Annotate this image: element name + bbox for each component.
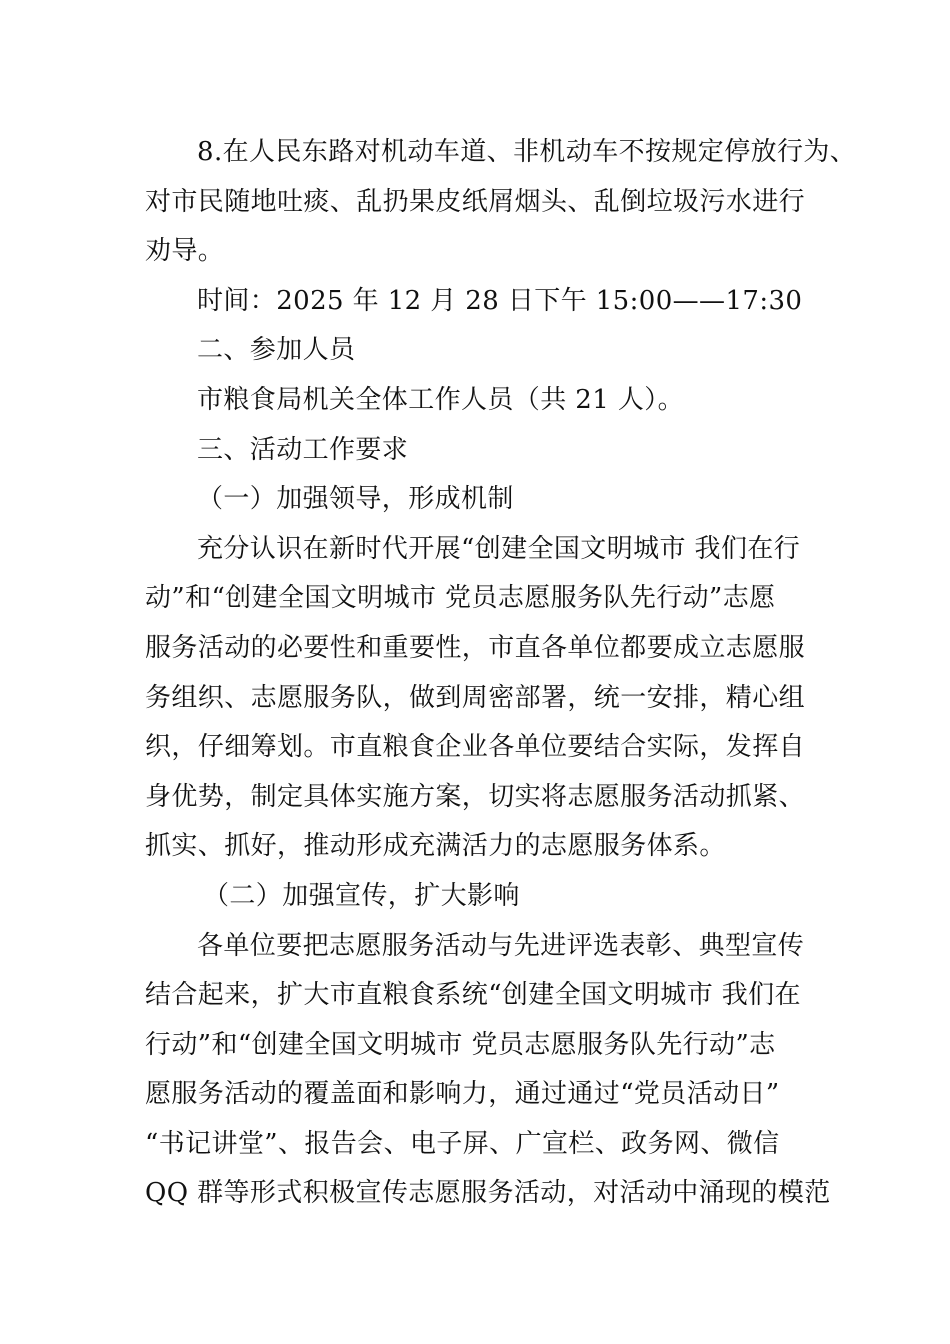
text-line: “书记讲堂”、报告会、电子屏、广宣栏、政务网、微信 xyxy=(145,1128,780,1159)
text-line: 8.在人民东路对机动车道、非机动车不按规定停放行为、 xyxy=(197,137,857,167)
document-body xyxy=(145,128,857,1219)
text-line: 务组织、志愿服务队，做到周密部署，统一安排，精心组 xyxy=(145,682,806,713)
paragraph-participants xyxy=(145,376,810,426)
text-line: 抓实、抓好，推动形成充满活力的志愿服务体系。 xyxy=(145,831,726,862)
subheading-2 xyxy=(145,872,810,922)
text-line: 劝导。 xyxy=(145,236,225,267)
heading-section-3 xyxy=(145,426,810,476)
subheading-1 xyxy=(145,475,810,525)
text-line: 结合起来，扩大市直粮食系统“创建全国文明城市 我们在 xyxy=(145,980,801,1011)
text-line: 二、参加人员 xyxy=(197,335,356,366)
text-line: 动”和“创建全国文明城市 党员志愿服务队先行动”志愿 xyxy=(145,583,776,614)
text-line: 愿服务活动的覆盖面和影响力，通过通过“党员活动日” xyxy=(145,1079,780,1110)
text-line: QQ 群等形式积极宣传志愿服务活动，对活动中涌现的模范 xyxy=(145,1178,831,1209)
paragraph-item-8 xyxy=(145,128,857,277)
heading-section-2 xyxy=(145,326,810,376)
paragraph-time xyxy=(145,277,810,327)
text-line: 对市民随地吐痰、乱扔果皮纸屑烟头、乱倒垃圾污水进行 xyxy=(145,186,806,217)
text-line: 行动”和“创建全国文明城市 党员志愿服务队先行动”志 xyxy=(145,1029,776,1060)
text-line: 充分认识在新时代开展“创建全国文明城市 我们在行 xyxy=(197,533,801,564)
text-line: 三、活动工作要求 xyxy=(197,434,409,465)
text-line: 服务活动的必要性和重要性，市直各单位都要成立志愿服 xyxy=(145,632,806,663)
paragraph-publicity xyxy=(145,922,831,1220)
text-line: （二）加强宣传，扩大影响 xyxy=(203,880,520,911)
text-line: （一）加强领导，形成机制 xyxy=(197,484,514,515)
text-line: 时间：2025 年 12 月 28 日下午 15:00——17:30 xyxy=(197,285,803,316)
paragraph-leadership xyxy=(145,525,810,872)
text-line: 各单位要把志愿服务活动与先进评选表彰、典型宣传 xyxy=(197,930,805,961)
text-line: 织，仔细筹划。市直粮食企业各单位要结合实际，发挥自 xyxy=(145,732,806,763)
text-line: 身优势，制定具体实施方案，切实将志愿服务活动抓紧、 xyxy=(145,781,806,812)
text-line: 市粮食局机关全体工作人员（共 21 人）。 xyxy=(197,384,685,415)
